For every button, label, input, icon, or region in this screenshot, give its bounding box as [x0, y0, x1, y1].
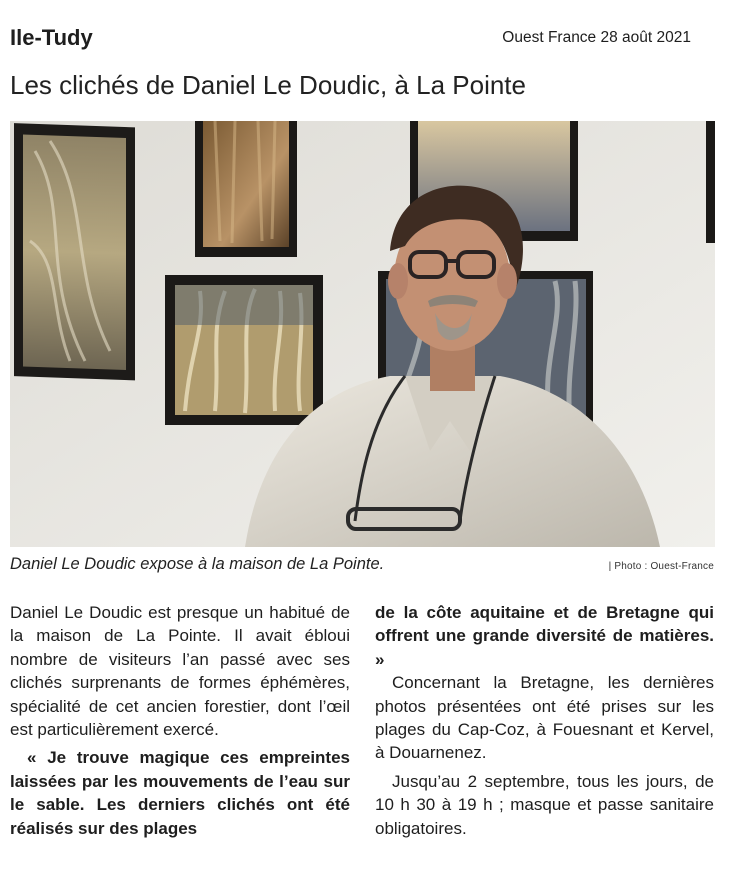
photo-caption: Daniel Le Doudic expose à la maison de La Pointe.	[10, 555, 385, 573]
paragraph-intro: Daniel Le Doudic est presque un habitué de la maison de La Pointe. Il avait ébloui nombre de visiteurs l’an passé avec ses clichés surprenants de formes éphémères, spécialité de cet ancien forestier, dont l’œil est particulièrement exercé.	[10, 603, 350, 740]
framed-print-middle	[165, 275, 323, 425]
article-column-2	[375, 601, 714, 840]
town-name: Ile-Tudy	[10, 25, 93, 50]
article-column-1	[10, 601, 350, 840]
paragraph-dates: Jusqu’au 2 septembre, tous les jours, de 10 h 30 à 19 h ; masque et passe sanitaire obligatoires.	[375, 771, 714, 838]
photo-credit: | Photo : Ouest-France	[608, 561, 714, 572]
framed-print-top-center	[195, 121, 297, 257]
quote-paragraph: « Je trouve magique ces empreintes laissées par les mouvements de l’eau sur le sable. Les derniers clichés ont été réalisés sur des plages	[10, 748, 350, 838]
article-photo	[10, 121, 715, 547]
framed-print-left	[14, 123, 135, 380]
headline: Les clichés de Daniel Le Doudic, à La Pointe	[10, 70, 526, 100]
quote-continuation: de la côte aquitaine et de Bretagne qui offrent une grande diversité de matières. »	[375, 603, 714, 669]
paragraph-bretagne: Concernant la Bretagne, les dernières photos présentées ont été prises sur les plages du Cap-Coz, à Fouesnant et Kervel, à Douarnenez.	[375, 673, 714, 763]
source-date: Ouest France 28 août 2021	[502, 29, 691, 46]
